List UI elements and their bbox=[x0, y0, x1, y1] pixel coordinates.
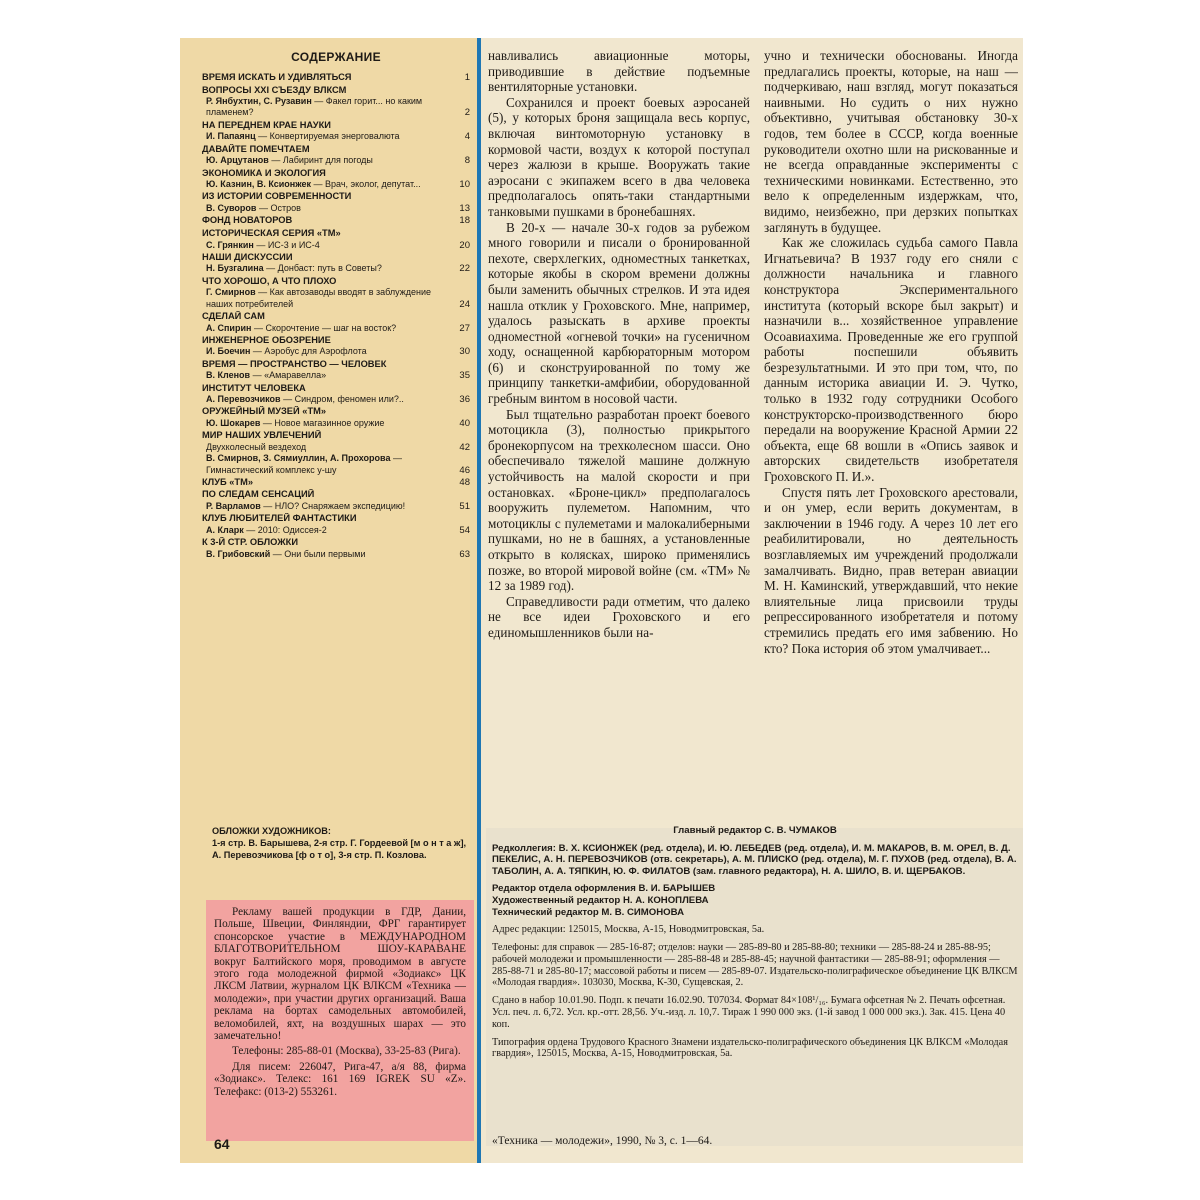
toc-section-title: ДАВАЙТЕ ПОМЕЧТАЕМ bbox=[202, 143, 310, 154]
toc-section-title: ИНЖЕНЕРНОЕ ОБОЗРЕНИЕ bbox=[202, 334, 331, 345]
toc-entry-text bbox=[206, 418, 450, 429]
toc-entry bbox=[202, 346, 470, 357]
toc-section-row bbox=[202, 85, 470, 97]
toc-entry-author: В. Суворов bbox=[206, 203, 257, 214]
toc-entry-title: — Аэробус для Аэрофлота bbox=[250, 346, 367, 357]
toc-entry-text bbox=[206, 346, 450, 357]
toc-section-row bbox=[202, 144, 470, 156]
toc-entry-author: С. Грянкин bbox=[206, 239, 254, 250]
toc-entry-author: А. Спирин bbox=[206, 322, 252, 333]
toc-entry-text bbox=[206, 240, 450, 251]
toc-entry-text bbox=[206, 96, 450, 119]
toc-section bbox=[202, 383, 470, 406]
toc-page-number: 35 bbox=[459, 370, 470, 382]
toc-entry-author: Ю. Шокарев bbox=[206, 418, 261, 429]
toc-section-title: ИСТОРИЧЕСКАЯ СЕРИЯ «ТМ» bbox=[202, 227, 341, 238]
toc-entry-text bbox=[206, 287, 450, 310]
toc-section-title: КЛУБ «ТМ» bbox=[202, 476, 254, 487]
toc-page-number: 24 bbox=[459, 298, 470, 310]
toc-section-row bbox=[202, 537, 470, 549]
editorial-phones: Телефоны: для справок — 285-16-87; отделов: науки — 285-89-80 и 285-88-80; техники — 285-88-24 и 285-88-95; рабочей молодежи и промышленности — 285-88-48 и 285-88-45; научной фантастики — 285-88-91; оформления — 285-88-71 и 285-80-17; массовой работы и писем — 285-89-07. Издательско-полиграфическое объединение ЦК ВЛКСМ «Молодая гвардия». 103030, Москва, К-30, Сущевская, 2. bbox=[492, 941, 1018, 989]
toc-page-number: 42 bbox=[459, 441, 470, 453]
advertisement-box bbox=[206, 900, 474, 1141]
page-number: 64 bbox=[214, 1136, 230, 1152]
cover-artists-heading: ОБЛОЖКИ ХУДОЖНИКОВ: bbox=[212, 826, 331, 836]
cover-artists-text: 1-я стр. В. Барышева, 2-я стр. Г. Гордеевой [м о н т а ж], А. Перевозчикова [ф о т о], 3-я стр. П. Козлова. bbox=[212, 837, 467, 860]
article-paragraph: навливались авиационные моторы, приводившие в действие подъемные вентиляторные установки. bbox=[488, 48, 750, 95]
toc-entry-text bbox=[206, 155, 450, 166]
toc-section-row bbox=[202, 477, 470, 489]
toc-entry-author: А. Перевозчиков bbox=[206, 394, 281, 405]
article-paragraph: Сохранился и проект боевых аэросаней (5), у которых броня защищала весь корпус, включая винтомоторную установку в кормовой части, воздух к которой поступал через жалюзи в крыше. Вооружать такие аэросани с экипажем всего в два человека предполагалось опять-таки стандартными танковыми пушками в бронебашнях. bbox=[488, 94, 750, 219]
toc-entry bbox=[202, 287, 470, 310]
toc-section-row bbox=[202, 430, 470, 442]
toc-section bbox=[202, 489, 470, 512]
toc-section bbox=[202, 430, 470, 475]
toc-section-row bbox=[202, 406, 470, 418]
toc-entry-text bbox=[206, 394, 450, 405]
article-paragraph: Справедливости ради отметим, что далеко не все идеи Гроховского и его единомышленников были на- bbox=[488, 593, 750, 640]
toc-section bbox=[202, 215, 470, 227]
toc-page-number: 40 bbox=[459, 418, 470, 430]
toc-section-title: МИР НАШИХ УВЛЕЧЕНИЙ bbox=[202, 430, 322, 441]
toc-entry bbox=[202, 96, 470, 119]
toc-section-title: ФОНД НОВАТОРОВ bbox=[202, 215, 293, 226]
toc-page-number: 4 bbox=[464, 131, 470, 143]
toc-entry bbox=[202, 394, 470, 405]
toc-page-number: 2 bbox=[464, 107, 470, 119]
toc-section bbox=[202, 359, 470, 382]
toc-section bbox=[202, 85, 470, 119]
editorial-board: Редколлегия: В. Х. КСИОНЖЕК (ред. отдела), И. Ю. ЛЕБЕДЕВ (ред. отдела), И. М. МАКАРОВ, В. М. ОРЕЛ, В. Д. ПЕКЕЛИС, А. Н. ПЕРЕВОЗЧИКОВ (отв. секретарь), А. М. ПЛИСКО (ред. отдела), М. Г. ПУХОВ (ред. отдела), В. А. ТАБОЛИН, А. А. ТЯПКИН, Ю. Ф. ФИЛАТОВ (зам. главного редактора), Н. А. ШИЛО, В. И. ЩЕРБАКОВ. bbox=[492, 842, 1017, 877]
toc-entry bbox=[202, 179, 470, 190]
toc-page-number: 1 bbox=[464, 72, 470, 83]
toc-page-number: 36 bbox=[459, 394, 470, 406]
chief-editor: Главный редактор С. В. ЧУМАКОВ bbox=[673, 825, 837, 836]
toc-section-row bbox=[202, 489, 470, 501]
toc-entry-title: — Конвертируемая энерговалюта bbox=[255, 131, 400, 142]
toc-entry-author: И. Боечин bbox=[206, 346, 251, 357]
toc-entry-text bbox=[206, 525, 450, 536]
toc-entry-title: — Как автозаводы вводят в заблуждение наших потребителей bbox=[206, 287, 431, 309]
toc-entry bbox=[202, 263, 470, 274]
toc-section bbox=[202, 513, 470, 536]
toc-entry bbox=[202, 549, 470, 560]
toc-entry bbox=[202, 155, 470, 166]
toc-entry-text bbox=[206, 442, 450, 453]
toc-section-title: СДЕЛАЙ САМ bbox=[202, 310, 265, 321]
toc-page-number: 46 bbox=[459, 464, 470, 476]
toc-entry-text bbox=[206, 203, 450, 214]
toc-entry-author: А. Кларк bbox=[206, 524, 244, 535]
ad-phones: Телефоны: 285-88-01 (Москва), 33-25-83 (Рига). bbox=[232, 1045, 461, 1058]
print-details: Сдано в набор 10.01.90. Подп. к печати 16.02.90. Т07034. Формат 84×108¹/₁₆. Бумага офсетная № 2. Печать офсетная. Усл. печ. л. 6,72. Усл. кр.-отт. 28,56. Уч.-изд. л. 10,7. Тираж 1 990 000 экз. (1-й завод 1 000 000 экз.). Зак. 415. Цена 40 коп. bbox=[492, 995, 1006, 1030]
toc-section-row bbox=[202, 191, 470, 203]
toc-page-number: 51 bbox=[459, 501, 470, 513]
toc-section-row bbox=[202, 383, 470, 395]
toc-entry-author: И. Папаянц bbox=[206, 131, 256, 142]
toc-section-row bbox=[202, 72, 470, 84]
editorial-imprint bbox=[492, 825, 1018, 1066]
toc-entry-author: В. Смирнов, З. Сямиуллин, А. Прохорова bbox=[206, 453, 391, 464]
issue-citation: «Техника — молодежи», 1990, № 3, с. 1—64. bbox=[492, 1135, 713, 1147]
toc-section-row bbox=[202, 228, 470, 240]
toc-section-row bbox=[202, 252, 470, 264]
toc-entry bbox=[202, 323, 470, 334]
toc-entry-author: Р. Варламов bbox=[206, 501, 261, 512]
toc-entry-title: — Они были первыми bbox=[270, 548, 366, 559]
toc-list bbox=[202, 72, 470, 560]
toc-section-title: ВОПРОСЫ XXI СЪЕЗДУ ВЛКСМ bbox=[202, 84, 347, 95]
toc-entry-text bbox=[206, 323, 450, 334]
toc-section-row bbox=[202, 513, 470, 525]
toc-entry-text bbox=[206, 370, 450, 381]
toc-section bbox=[202, 228, 470, 251]
ad-text: Рекламу вашей продукции в ГДР, Дании, Польше, Швеции, Финляндии, ФРГ гарантирует спонсорское участие в МЕЖДУНАРОДНОМ БЛАГОТВОРИТЕЛЬНОМ ШОУ-КАРАВАНЕ вокруг Балтийского моря, проводимом в августе этого года молодежной фирмой «Зодиакс» ЦК ЛКСМ Латвии, журналом ЦК ВЛКСМ «Техника — молодежи», при участии других организаций. Ваша реклама на бортах самодельных автомобилей, веломобилей, яхт, на воздушных шарах — это замечательно! bbox=[214, 906, 466, 1043]
tech-editor: Технический редактор М. В. СИМОНОВА bbox=[492, 906, 685, 918]
toc-entry bbox=[202, 453, 470, 476]
toc-page-number: 8 bbox=[464, 155, 470, 167]
article-paragraph: учно и технически обоснованы. Иногда предлагались проекты, которые, на наш — подчеркиваю, наш взгляд, могут показаться наивными. Но судить о них нужно объективно, учитывая обстановку 30-х годов, тем более в СССР, когда военные руководители охотно шли на рискованные и не всегда оправданные эксперименты с техническими новинками. Естественно, это вело к определенным издержкам, что, видимо, неизбежно, при дерзких попытках заглянуть в будущее. bbox=[764, 48, 1018, 235]
toc-section-row bbox=[202, 359, 470, 371]
toc-page-number: 20 bbox=[459, 239, 470, 251]
ad-mail: Для писем: 226047, Рига-47, а/я 88, фирма «Зодиакс». Телекс: 161 169 IGREK SU «Z». Телефакс: (013-2) 553261. bbox=[214, 1060, 466, 1098]
toc-section-row bbox=[202, 168, 470, 180]
toc-entry-author: Ю. Арцутанов bbox=[206, 155, 269, 166]
toc-entry-title: — Остров bbox=[256, 203, 301, 214]
toc-entry-title: — НЛО? Снаряжаем экспедицию! bbox=[260, 501, 406, 512]
toc-entry-text bbox=[206, 179, 450, 190]
toc-section bbox=[202, 406, 470, 429]
article-paragraph: В 20-х — начале 30-х годов за рубежом много говорили и писали о бронированной пехоте, сверхлегких, одноместных танкетках, которые якобы в скором времени должны были заменить обычных стрелков. И эта идея нашла отклик у Гроховского. Мне, например, удалось разыскать в архиве проекты одноместной «огневой точки» на гусеничном ходу, оснащенной карбюраторным мотором (6) и сконструированной по тому же принципу танкетки-амфибии, оборудованной гребным винтом в носовой части. bbox=[488, 219, 750, 407]
article-column-middle bbox=[488, 48, 750, 641]
toc-entry-author: Р. Янбухтин, С. Рузавин bbox=[206, 96, 312, 107]
toc-section-title: ОРУЖЕЙНЫЙ МУЗЕЙ «ТМ» bbox=[202, 406, 327, 417]
article-paragraph: Был тщательно разработан проект боевого мотоцикла (3), полностью прикрытого бронекорпусом на трехколесном шасси. Оно обеспечивало тяжелой машине должную устойчивость на малой скорости и при остановках. «Броне-цикл» предполагалось вооружить пулеметом. Напомним, что мотоциклы с пулеметами и малокалиберными пушками, но не в башнях, а установленные открыто в колясках, широко применялись позже, во второй мировой войне (см. «ТМ» № 12 за 1989 год). bbox=[488, 406, 750, 594]
toc-entry-text bbox=[206, 549, 450, 560]
toc-entry bbox=[202, 370, 470, 381]
toc-section bbox=[202, 120, 470, 143]
toc-entry-title: — Врач, эколог, депутат... bbox=[311, 179, 421, 190]
toc-section-title: ПО СЛЕДАМ СЕНСАЦИЙ bbox=[202, 489, 315, 500]
toc-section bbox=[202, 144, 470, 167]
toc-entry bbox=[202, 418, 470, 429]
toc-section-title: ИНСТИТУТ ЧЕЛОВЕКА bbox=[202, 382, 306, 393]
toc-entry bbox=[202, 240, 470, 251]
toc-entry bbox=[202, 131, 470, 142]
printing-house: Типография ордена Трудового Красного Знамени издательско-полиграфического объединения ЦК ВЛКСМ «Молодая гвардия», 125015, Москва, А-15, Новодмитровская, 5а. bbox=[492, 1036, 1008, 1060]
toc-section-row bbox=[202, 215, 470, 227]
toc-section bbox=[202, 191, 470, 214]
toc-section-title: ЧТО ХОРОШО, А ЧТО ПЛОХО bbox=[202, 275, 337, 286]
toc-section bbox=[202, 477, 470, 489]
toc-page-number: 13 bbox=[459, 203, 470, 215]
toc-entry-text bbox=[206, 131, 450, 142]
toc-entry-author: Г. Смирнов bbox=[206, 287, 256, 298]
toc-entry bbox=[202, 442, 470, 453]
article-column-right bbox=[764, 48, 1018, 656]
toc-section-title: НАШИ ДИСКУССИИ bbox=[202, 251, 293, 262]
toc-entry bbox=[202, 525, 470, 536]
toc-section-title: КЛУБ ЛЮБИТЕЛЕЙ ФАНТАСТИКИ bbox=[202, 513, 357, 524]
magazine-page bbox=[180, 38, 1023, 1163]
toc-entry-title: — «Амаравелла» bbox=[250, 370, 327, 381]
art-editor: Художественный редактор Н. А. КОНОПЛЕВА bbox=[492, 894, 709, 906]
toc-section bbox=[202, 311, 470, 334]
toc-section-row bbox=[202, 311, 470, 323]
article-paragraph: Спустя пять лет Гроховского арестовали, и он умер, если верить документам, в заключении в 1946 году. А через 10 лет его реабилитировали, но деятельность возглавляемых им учреждений продолжали замалчивать. Видно, прав ветеран авиации М. Н. Каминский, утверждавший, что некие влиятельные лица присвоили труды репрессированного изобретателя и потому стремились предать его имя забвению. Но кто? Пока история об этом умалчивает... bbox=[764, 484, 1018, 656]
toc-page-number: 22 bbox=[459, 263, 470, 275]
toc-section bbox=[202, 72, 470, 84]
toc-entry bbox=[202, 501, 470, 512]
toc-entry-text bbox=[206, 501, 450, 512]
toc-entry-author: В. Кленов bbox=[206, 370, 251, 381]
article-paragraph: Как же сложилась судьба самого Павла Игнатьевича? В 1937 году его сняли с должности начальника и главного конструктора Экспериментального института (который вскоре был закрыт) и назначили в... хозяйственное управление Осоавиахима. Проведенные же его группой работы поспешили объявить безрезультатными. И это при том, что, по данным историка авиации И. Э. Чутко, только в 1932 году сотрудники Особого конструкторско-производственного бюро передали на вооружение Красной Армии 22 объекта, еще 68 вошли в «Опись заявок и авторских свидетельств изобретателя Гроховского П. И.». bbox=[764, 235, 1018, 485]
toc-heading: СОДЕРЖАНИЕ bbox=[291, 50, 381, 64]
toc-entry-title: — Лабиринт для погоды bbox=[268, 155, 373, 166]
editorial-address: Адрес редакции: 125015, Москва, А-15, Новодмитровская, 5а. bbox=[492, 924, 765, 936]
toc-entry-author: Н. Бузгалина bbox=[206, 263, 264, 274]
toc-entry bbox=[202, 203, 470, 214]
design-editor: Редактор отдела оформления В. И. БАРЫШЕВ bbox=[492, 883, 716, 895]
toc-entry-title: — Донбаст: путь в Советы? bbox=[263, 263, 382, 274]
toc-section-title: К 3-Й СТР. ОБЛОЖКИ bbox=[202, 537, 298, 548]
toc-section-title: ВРЕМЯ ИСКАТЬ И УДИВЛЯТЬСЯ bbox=[202, 72, 352, 82]
toc-page-number: 30 bbox=[459, 346, 470, 358]
toc-page-number: 63 bbox=[459, 548, 470, 560]
toc-page-number: 18 bbox=[459, 215, 470, 227]
toc-entry-author: Ю. Казнин, В. Ксионжек bbox=[206, 179, 311, 190]
toc-entry-author: В. Грибовский bbox=[206, 548, 271, 559]
toc-entry-title: — 2010: Одиссея-2 bbox=[243, 524, 327, 535]
toc-entry-title: — Гимнастический комплекс у-шу bbox=[206, 453, 402, 475]
toc-section bbox=[202, 537, 470, 560]
table-of-contents bbox=[202, 50, 470, 561]
toc-section bbox=[202, 276, 470, 310]
toc-section-row bbox=[202, 276, 470, 288]
toc-page-number: 54 bbox=[459, 524, 470, 536]
toc-section-title: НА ПЕРЕДНЕМ КРАЕ НАУКИ bbox=[202, 119, 331, 130]
toc-page-number: 48 bbox=[459, 476, 470, 488]
toc-entry-title: — Синдром, феномен или?.. bbox=[280, 394, 404, 405]
toc-entry-text bbox=[206, 453, 450, 476]
toc-page-number: 10 bbox=[459, 179, 470, 191]
toc-section bbox=[202, 335, 470, 358]
toc-section bbox=[202, 252, 470, 275]
toc-entry-title: — Новое магазинное оружие bbox=[260, 418, 385, 429]
toc-entry-title: — ИС-3 и ИС-4 bbox=[253, 239, 320, 250]
cover-artists bbox=[212, 826, 470, 861]
toc-section-title: ИЗ ИСТОРИИ СОВРЕМЕННОСТИ bbox=[202, 191, 352, 202]
toc-entry-text bbox=[206, 263, 450, 274]
toc-entry-title: — Скорочтение — шаг на восток? bbox=[251, 322, 397, 333]
toc-section-title: ЭКОНОМИКА И ЭКОЛОГИЯ bbox=[202, 167, 326, 178]
toc-section-row bbox=[202, 335, 470, 347]
toc-entry-title: Двухколесный вездеход bbox=[206, 441, 307, 452]
toc-section bbox=[202, 168, 470, 191]
column-divider bbox=[477, 38, 481, 1163]
toc-entry-title: — Факел горит... но каким пламенем? bbox=[206, 96, 423, 118]
toc-section-title: ВРЕМЯ — ПРОСТРАНСТВО — ЧЕЛОВЕК bbox=[202, 358, 387, 369]
toc-page-number: 27 bbox=[459, 322, 470, 334]
toc-section-row bbox=[202, 120, 470, 132]
